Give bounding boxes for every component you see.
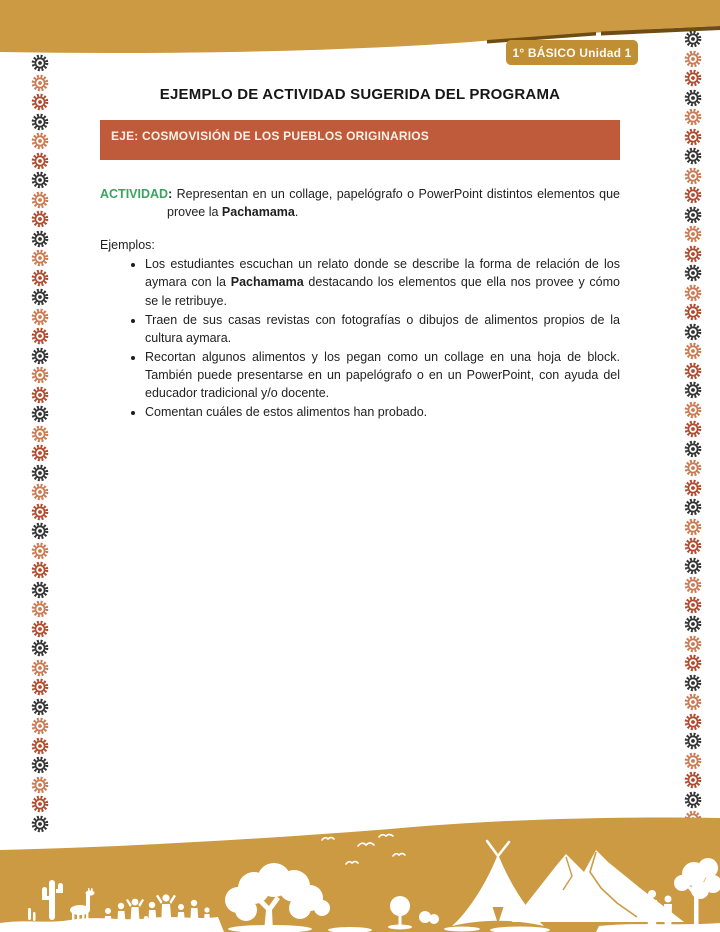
gear-motif-icon — [684, 69, 702, 87]
text-segment: : — [168, 187, 177, 201]
content-column — [100, 86, 620, 422]
right-border-pattern — [684, 30, 702, 828]
gear-motif-icon — [31, 405, 49, 423]
gear-motif-icon — [684, 596, 702, 614]
list-item — [145, 348, 620, 402]
list-item — [145, 311, 620, 347]
gear-motif-icon — [684, 206, 702, 224]
gear-motif-icon — [31, 542, 49, 560]
gear-motif-icon — [31, 756, 49, 774]
gear-motif-icon — [684, 245, 702, 263]
gear-motif-icon — [31, 581, 49, 599]
gear-motif-icon — [31, 74, 49, 92]
list-item — [145, 255, 620, 309]
gear-motif-icon — [684, 576, 702, 594]
text-segment: destacando los elementos que ella nos provee y cómo se le retribuye. — [145, 275, 620, 308]
gear-motif-icon — [684, 128, 702, 146]
gear-motif-icon — [31, 717, 49, 735]
examples-heading: Ejemplos: — [100, 238, 155, 253]
gear-motif-icon — [684, 362, 702, 380]
gear-motif-icon — [31, 678, 49, 696]
gear-motif-icon — [684, 752, 702, 770]
gear-motif-icon — [31, 425, 49, 443]
gear-motif-icon — [684, 518, 702, 536]
gear-motif-icon — [31, 444, 49, 462]
unit-badge: 1° BÁSICO Unidad 1 — [506, 40, 638, 65]
gear-motif-icon — [31, 386, 49, 404]
gear-motif-icon — [31, 600, 49, 618]
text-segment: . — [294, 205, 299, 220]
gear-motif-icon — [31, 366, 49, 384]
gear-motif-icon — [31, 659, 49, 677]
gear-motif-icon — [31, 93, 49, 111]
left-border-pattern — [31, 54, 49, 833]
gear-motif-icon — [684, 186, 702, 204]
text-segment: Representan en un collage, papelógrafo o PowerPoint distintos elementos que provee la — [167, 187, 621, 220]
gear-motif-icon — [684, 108, 702, 126]
gear-motif-icon — [31, 737, 49, 755]
list-item — [145, 403, 620, 421]
text-segment: Comentan cuáles de estos alimentos han probado. — [145, 405, 428, 420]
gear-motif-icon — [684, 459, 702, 477]
gear-motif-icon — [684, 654, 702, 672]
gear-motif-icon — [684, 420, 702, 438]
gear-motif-icon — [684, 225, 702, 243]
gear-motif-icon — [31, 464, 49, 482]
gear-motif-icon — [31, 54, 49, 72]
gear-motif-icon — [684, 479, 702, 497]
gear-motif-icon — [31, 249, 49, 267]
gear-motif-icon — [31, 347, 49, 365]
gear-motif-icon — [31, 210, 49, 228]
gear-motif-icon — [31, 327, 49, 345]
gear-motif-icon — [684, 89, 702, 107]
footer-illustration — [0, 810, 720, 932]
gear-motif-icon — [684, 342, 702, 360]
gear-motif-icon — [684, 30, 702, 48]
text-segment: Traen de sus casas revistas con fotografías o dibujos de alimentos propios de la cultura aymara. — [145, 312, 620, 345]
gear-motif-icon — [31, 132, 49, 150]
page-title: EJEMPLO DE ACTIVIDAD SUGERIDA DEL PROGRAMA — [159, 86, 561, 103]
gear-motif-icon — [31, 113, 49, 131]
gear-motif-icon — [684, 771, 702, 789]
gear-motif-icon — [31, 483, 49, 501]
gear-motif-icon — [31, 776, 49, 794]
gear-motif-icon — [684, 401, 702, 419]
gear-motif-icon — [684, 167, 702, 185]
text-segment: Recortan algunos alimentos y los pegan como un collage en una hoja de block. También puede presentarse en un papelógrafo o en un PowerPoint, con ayuda del educador tradicional y/o docente. — [145, 349, 620, 401]
text-segment: Pachamama — [221, 205, 295, 220]
examples-list — [100, 255, 620, 421]
gear-motif-icon — [684, 791, 702, 809]
gear-motif-icon — [684, 303, 702, 321]
gear-motif-icon — [684, 498, 702, 516]
gear-motif-icon — [31, 308, 49, 326]
gear-motif-icon — [684, 264, 702, 282]
gear-motif-icon — [31, 698, 49, 716]
text-segment: Los estudiantes escuchan un relato donde se describe la forma de relación de los aymara con la — [145, 257, 620, 290]
text-segment: Pachamama — [230, 275, 304, 290]
gear-motif-icon — [31, 269, 49, 287]
gear-motif-icon — [31, 171, 49, 189]
gear-motif-icon — [684, 635, 702, 653]
gear-motif-icon — [31, 230, 49, 248]
gear-motif-icon — [31, 620, 49, 638]
gear-motif-icon — [31, 152, 49, 170]
gear-motif-icon — [684, 381, 702, 399]
gear-motif-icon — [684, 50, 702, 68]
gear-motif-icon — [684, 147, 702, 165]
gear-motif-icon — [684, 615, 702, 633]
gear-motif-icon — [684, 693, 702, 711]
gear-motif-icon — [31, 561, 49, 579]
gear-motif-icon — [684, 284, 702, 302]
activity-paragraph — [100, 185, 620, 221]
gear-motif-icon — [684, 323, 702, 341]
gear-motif-icon — [31, 191, 49, 209]
eje-banner — [100, 120, 620, 160]
gear-motif-icon — [31, 288, 49, 306]
gear-motif-icon — [31, 639, 49, 657]
gear-motif-icon — [31, 522, 49, 540]
gear-motif-icon — [684, 674, 702, 692]
text-segment: ACTIVIDAD — [100, 187, 169, 201]
gear-motif-icon — [684, 732, 702, 750]
gear-motif-icon — [31, 503, 49, 521]
gear-motif-icon — [684, 713, 702, 731]
eje-banner-label: EJE: COSMOVISIÓN DE LOS PUEBLOS ORIGINARIOS — [111, 129, 429, 143]
gear-motif-icon — [684, 557, 702, 575]
gear-motif-icon — [684, 537, 702, 555]
gear-motif-icon — [684, 440, 702, 458]
